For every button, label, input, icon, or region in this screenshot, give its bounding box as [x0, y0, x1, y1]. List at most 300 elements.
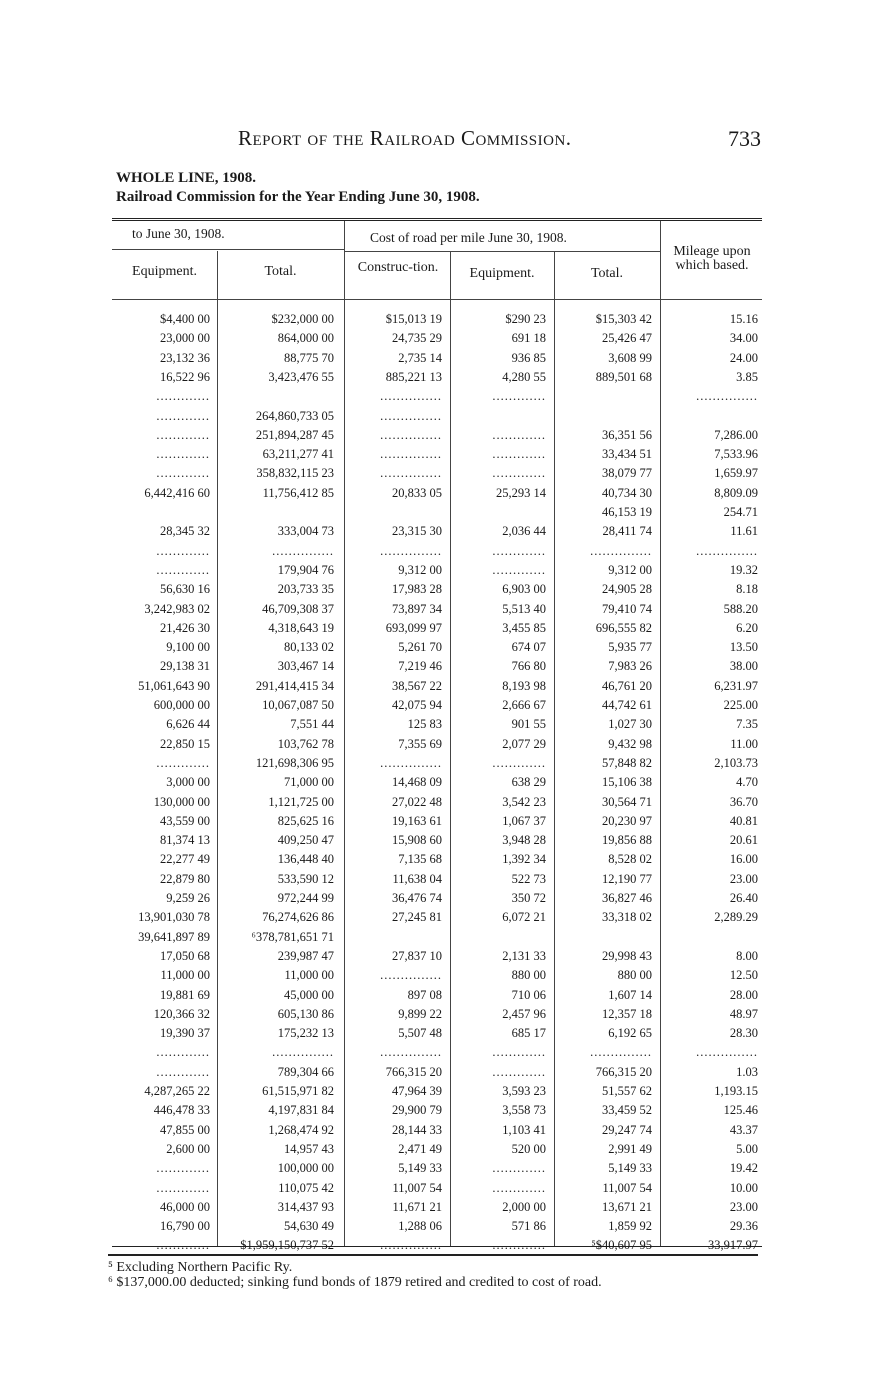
table-row [112, 1201, 762, 1213]
table-cell: ............. [156, 448, 210, 461]
group-header-rule [112, 249, 344, 250]
table-row [112, 1162, 762, 1174]
table-cell: 5,513 40 [502, 602, 546, 615]
table-cell: 11,671 21 [392, 1200, 442, 1213]
table-cell: 42,075 94 [392, 699, 442, 711]
table-cell: 710 06 [511, 988, 546, 1001]
table-cell: 1,392 34 [502, 853, 546, 866]
footnotes [108, 1254, 758, 1290]
table-subtitle: Railroad Commission for the Year Ending June 30, 1908. [116, 189, 480, 205]
table-row [112, 680, 762, 692]
table-cell: 693,099 97 [385, 621, 442, 634]
table-cell: 4.70 [736, 776, 758, 789]
table-cell: 333,004 73 [277, 525, 334, 538]
table-cell [658, 931, 758, 943]
table-cell: 51,557 62 [602, 1085, 652, 1097]
table-cell: ............. [492, 1239, 546, 1252]
col-header-construction: Construc-tion. [357, 260, 439, 275]
table-cell: 33,318 02 [602, 911, 652, 924]
table-row [112, 487, 762, 499]
table-cell: 19.42 [729, 1162, 758, 1175]
table-cell: 7,551 44 [290, 718, 334, 731]
table-row [112, 718, 762, 730]
table-cell: 24,905 28 [602, 583, 652, 596]
table-cell: 6,903 00 [502, 583, 546, 596]
table-row [112, 969, 762, 981]
table-row [112, 776, 762, 788]
table-cell: ............. [492, 1046, 546, 1059]
table-cell: 15,908 60 [392, 834, 442, 847]
table-cell: 46,709,308 37 [262, 602, 334, 615]
table-row [112, 1143, 762, 1155]
table-cell: ............. [492, 1065, 546, 1078]
table-cell: 11.61 [730, 525, 758, 538]
group-header-rule [344, 251, 660, 252]
table-cell: 5,507 48 [398, 1027, 442, 1040]
table-cell: ............. [156, 409, 210, 422]
table-row [112, 1085, 762, 1097]
table-cell: 6,072 21 [502, 911, 546, 924]
table-row [112, 1124, 762, 1136]
table-cell: 11,756,412 85 [262, 486, 334, 499]
table-cell [340, 931, 442, 943]
footnote-6: ⁶ $137,000.00 deducted; sinking fund bonds of 1879 retired and credited to cost of road. [108, 1275, 602, 1290]
table-cell: 3,242,983 02 [144, 602, 210, 615]
table-cell: 16,790 00 [160, 1220, 210, 1233]
table-cell: 19,881 69 [160, 988, 210, 1001]
table-cell: 28.00 [729, 988, 758, 1001]
table-cell: 766,315 20 [385, 1065, 442, 1078]
table-cell: ............. [156, 1162, 210, 1175]
table-cell: ............. [492, 1162, 546, 1175]
table-cell: 38,567 22 [392, 679, 442, 692]
table-cell: 8,528 02 [608, 853, 652, 866]
table-cell: 2,000 00 [502, 1200, 546, 1213]
table-cell: ............... [380, 969, 442, 982]
table-cell: 24.00 [729, 351, 758, 364]
table-cell: ............. [156, 428, 210, 441]
table-cell: 34.00 [729, 332, 758, 345]
table-cell: $290 23 [505, 313, 546, 325]
table-cell: ............. [156, 390, 210, 403]
table-cell: 19,390 37 [160, 1027, 210, 1040]
table-cell: 29,998 43 [602, 949, 652, 962]
table-cell: 11,007 54 [392, 1181, 442, 1194]
table-cell: 11,638 04 [392, 872, 442, 885]
table-cell: 57,848 82 [602, 756, 652, 769]
table-cell: 7,533.96 [714, 448, 758, 461]
table-cell: 2,457 96 [502, 1007, 546, 1020]
table-row [112, 796, 762, 808]
table-cell: ............. [156, 1065, 210, 1078]
table-cell: 2,471 49 [398, 1142, 442, 1155]
table-cell: 1,288 06 [398, 1220, 442, 1233]
table-cell: 130,000 00 [153, 795, 210, 808]
table-cell: 46,000 00 [160, 1200, 210, 1213]
table-cell: 80,133 02 [284, 641, 334, 654]
table-cell: 600,000 00 [153, 699, 210, 711]
table-cell: 27,245 81 [392, 911, 442, 924]
table-cell: 203,733 35 [277, 583, 334, 596]
table-cell: 1.03 [736, 1065, 758, 1078]
table-cell: 13.50 [729, 641, 758, 654]
table-cell: 39,641,897 89 [138, 930, 210, 943]
table-cell: 10,067,087 50 [262, 699, 334, 711]
table-cell: 638 29 [511, 776, 546, 789]
table-cell: 20.61 [729, 834, 758, 847]
table-cell: 2,103.73 [714, 756, 758, 769]
table-cell: 9,312 00 [608, 563, 652, 576]
table-cell: 7,219 46 [398, 660, 442, 673]
table-cell: 175,232 13 [277, 1027, 334, 1040]
table-cell: 2,036 44 [502, 525, 546, 538]
table-cell: 29,247 74 [602, 1123, 652, 1136]
table-cell: 23,132 36 [160, 351, 210, 364]
table-cell: 47,964 39 [392, 1085, 442, 1097]
table-cell: 6,192 65 [608, 1027, 652, 1040]
table-cell [340, 506, 442, 518]
table-cell: ............. [156, 467, 210, 480]
table-cell: 3,423,476 55 [268, 370, 334, 383]
table-cell: 12,357 18 [602, 1007, 652, 1020]
table-cell: ............... [272, 544, 334, 557]
table-cell: 63,211,277 41 [262, 448, 334, 461]
table-cell: 3,000 00 [166, 776, 210, 789]
table-cell: 28,345 32 [160, 525, 210, 538]
table-cell: 40,734 30 [602, 486, 652, 499]
table-row [112, 660, 762, 672]
table-cell: ............. [156, 1239, 210, 1252]
table-cell: ............... [380, 390, 442, 403]
table-cell: 47,855 00 [160, 1123, 210, 1136]
table-cell: 51,061,643 90 [138, 679, 210, 692]
table-cell: 19.32 [729, 563, 758, 576]
table-cell: 29.36 [729, 1220, 758, 1233]
table-cell: 33,459 52 [602, 1104, 652, 1117]
table-cell: 3,608 99 [608, 351, 652, 364]
table-row [112, 1239, 762, 1251]
line-title: WHOLE LINE, 1908. [116, 170, 257, 186]
table-cell: 16.00 [729, 853, 758, 866]
table-cell: 2,289.29 [714, 911, 758, 924]
table-cell: ............... [590, 1046, 652, 1059]
table-cell: 103,762 78 [277, 737, 334, 750]
table-cell: 12.50 [729, 969, 758, 982]
table-cell: 3,558 73 [502, 1104, 546, 1117]
table-cell: 358,832,115 23 [256, 467, 334, 480]
table-cell: ............. [156, 563, 210, 576]
table-cell: 291,414,415 34 [255, 679, 334, 692]
table-cell: 19,163 61 [392, 814, 442, 827]
table-cell: 314,437 93 [277, 1200, 334, 1213]
table-cell: 254.71 [723, 506, 758, 518]
running-head: Report of the Railroad Commission. [238, 126, 572, 150]
table-cell: 6,442,416 60 [144, 486, 210, 499]
table-cell: 15.16 [729, 313, 758, 325]
table-cell: ............. [156, 544, 210, 557]
table-cell: 14,468 09 [392, 776, 442, 789]
table-cell: 3,455 85 [502, 621, 546, 634]
table-row [112, 641, 762, 653]
table-cell: 33,917.97 [708, 1239, 758, 1252]
table-cell: 20,833 05 [392, 486, 442, 499]
table-cell: 33,434 51 [602, 448, 652, 461]
table-cell: ............. [156, 1046, 210, 1059]
table-cell: 571 86 [511, 1220, 546, 1233]
table-row [112, 757, 762, 769]
table-row [112, 332, 762, 344]
table-cell: 17,050 68 [160, 949, 210, 962]
table-cell: 26.40 [729, 892, 758, 904]
cost-table [112, 218, 762, 1252]
table-cell: 36.70 [729, 795, 758, 808]
table-cell [210, 390, 334, 402]
table-cell: 43.37 [729, 1123, 758, 1136]
table-cell: 29,138 31 [160, 660, 210, 673]
table-cell: 27,022 48 [392, 795, 442, 808]
table-cell: 696,555 82 [595, 621, 652, 634]
table-cell: 1,659.97 [714, 467, 758, 480]
table-cell: 674 07 [511, 641, 546, 654]
table-row [112, 931, 762, 943]
table-cell: 10.00 [729, 1181, 758, 1194]
table-cell: 100,000 00 [277, 1162, 334, 1175]
table-cell: $15,013 19 [385, 313, 442, 325]
table-cell: 4,197,831 84 [268, 1104, 334, 1117]
table-row [112, 834, 762, 846]
table-cell: 29,900 79 [392, 1104, 442, 1117]
table-row [112, 950, 762, 962]
table-cell: 88,775 70 [284, 351, 334, 364]
table-cell: 121,698,306 95 [255, 756, 334, 769]
table-cell: 38,079 77 [602, 467, 652, 480]
table-cell: 1,193.15 [714, 1085, 758, 1097]
table-row [112, 989, 762, 1001]
table-row [112, 815, 762, 827]
table-cell: 13,901,030 78 [138, 911, 210, 924]
table-cell: 889,501 68 [595, 370, 652, 383]
table-cell: 239,987 47 [277, 949, 334, 962]
table-cell: 3.85 [736, 370, 758, 383]
table-cell: 766,315 20 [595, 1065, 652, 1078]
table-row [112, 1104, 762, 1116]
table-cell: 3,593 23 [502, 1085, 546, 1097]
group-header-left: to June 30, 1908. [132, 226, 225, 241]
table-cell: 22,277 49 [160, 853, 210, 866]
table-cell: 6,231.97 [714, 679, 758, 692]
table-cell: 7,286.00 [714, 428, 758, 441]
table-cell: 972,244 99 [277, 892, 334, 904]
table-row [112, 410, 762, 422]
table-cell: 9,312 00 [398, 563, 442, 576]
table-cell: 6.20 [736, 621, 758, 634]
table-cell: 5,935 77 [608, 641, 652, 654]
table-cell: ⁵$40,607 95 [591, 1239, 652, 1252]
table-cell: 6,626 44 [166, 718, 210, 731]
table-cell: 1,103 41 [502, 1123, 546, 1136]
table-cell: 46,153 19 [602, 506, 652, 518]
table-cell: 7,983 26 [608, 660, 652, 673]
table-cell: 110,075 42 [278, 1181, 334, 1194]
table-cell: 28,411 74 [602, 525, 652, 538]
table-cell: 1,027 30 [608, 718, 652, 731]
table-cell: 8,809.09 [714, 486, 758, 499]
table-row [112, 853, 762, 865]
table-cell: 15,106 38 [602, 776, 652, 789]
table-cell: 9,899 22 [398, 1007, 442, 1020]
table-cell: ............... [380, 1239, 442, 1252]
table-cell: 61,515,971 82 [262, 1085, 334, 1097]
table-cell: ............... [696, 390, 758, 403]
table-cell: 1,859 92 [608, 1220, 652, 1233]
table-cell: ............. [492, 544, 546, 557]
table-cell: 22,850 15 [160, 737, 210, 750]
table-cell: 350 72 [511, 892, 546, 904]
table-cell: 25,293 14 [496, 486, 546, 499]
table-row [112, 892, 762, 904]
table-row [112, 873, 762, 885]
table-cell: 2,077 29 [502, 737, 546, 750]
table-row [112, 1027, 762, 1039]
table-cell: 251,894,287 45 [255, 428, 334, 441]
table-cell: 901 55 [511, 718, 546, 731]
col-header-total-per-mile: Total. [590, 266, 624, 281]
table-row [112, 1066, 762, 1078]
table-cell: 30,564 71 [602, 795, 652, 808]
table-cell: 73,897 34 [392, 602, 442, 615]
table-cell: 76,274,626 86 [262, 911, 334, 924]
table-cell: 936 85 [511, 351, 546, 364]
table-cell: 5,149 33 [398, 1162, 442, 1175]
table-cell: 9,432 98 [608, 737, 652, 750]
table-cell: 23,315 30 [392, 525, 442, 538]
table-cell: 20,230 97 [602, 814, 652, 827]
table-row [112, 583, 762, 595]
table-cell [548, 410, 652, 422]
table-cell: 2,600 00 [166, 1142, 210, 1155]
table-cell: 4,318,643 19 [268, 621, 334, 634]
table-cell: 520 00 [511, 1142, 546, 1155]
table-cell: 5.00 [736, 1142, 758, 1155]
table-row [112, 1220, 762, 1232]
table-cell: ............. [492, 1181, 546, 1194]
table-cell: 23.00 [729, 1200, 758, 1213]
table-cell: ............... [380, 756, 442, 769]
table-cell [548, 390, 652, 402]
table-cell: ............... [380, 448, 442, 461]
table-cell: ............. [156, 1181, 210, 1194]
table-cell: 7.35 [736, 718, 758, 731]
table-cell: 7,135 68 [398, 853, 442, 866]
table-cell: 605,130 86 [277, 1007, 334, 1020]
table-row [112, 1182, 762, 1194]
table-cell: 11,000 00 [160, 969, 210, 982]
table-cell: 2,991 49 [608, 1142, 652, 1155]
table-cell: ............... [380, 1046, 442, 1059]
table-cell: 125 83 [407, 718, 442, 731]
table-cell: 409,250 47 [277, 834, 334, 847]
table-cell: 71,000 00 [284, 776, 334, 789]
table-cell: 4,287,265 22 [144, 1085, 210, 1097]
table-cell: 880 00 [617, 969, 652, 982]
table-cell: 21,426 30 [160, 621, 210, 634]
table-cell: 125.46 [723, 1104, 758, 1117]
table-cell: 522 73 [511, 872, 546, 885]
table-cell: 1,607 14 [608, 988, 652, 1001]
table-cell: 17,983 28 [392, 583, 442, 596]
table-cell: 54,630 49 [284, 1220, 334, 1233]
table-cell: 4,280 55 [502, 370, 546, 383]
table-cell [658, 410, 758, 422]
table-cell: 22,879 80 [160, 872, 210, 885]
table-cell: 789,304 66 [277, 1065, 334, 1078]
table-cell: 3,542 23 [502, 795, 546, 808]
table-cell: ⁶378,781,651 71 [251, 930, 334, 943]
table-row [112, 545, 762, 557]
table-cell: 3,948 28 [502, 834, 546, 847]
table-cell: 1,268,474 92 [268, 1123, 334, 1136]
table-row [112, 467, 762, 479]
table-row [112, 911, 762, 923]
table-cell: 5,261 70 [398, 641, 442, 654]
table-cell: 8,193 98 [502, 679, 546, 692]
table-cell: 825,625 16 [277, 814, 334, 827]
table-cell: 25,426 47 [602, 332, 652, 345]
table-cell: 2,735 14 [398, 351, 442, 364]
table-cell: 8.00 [736, 949, 758, 962]
table-cell: 9,259 26 [166, 892, 210, 904]
table-cell: 40.81 [729, 814, 758, 827]
table-cell: 766 80 [511, 660, 546, 673]
table-cell: 14,957 43 [284, 1142, 334, 1155]
table-cell: 120,366 32 [153, 1007, 210, 1020]
table-cell: 880 00 [511, 969, 546, 982]
table-row [112, 603, 762, 615]
table-cell: 23,000 00 [160, 332, 210, 345]
table-cell: ............. [156, 756, 210, 769]
table-cell: 12,190 77 [602, 872, 652, 885]
table-cell: $232,000 00 [271, 313, 334, 325]
table-row [112, 738, 762, 750]
table-cell: 19,856 88 [602, 834, 652, 847]
table-cell: ............... [272, 1046, 334, 1059]
table-cell: 46,761 20 [602, 679, 652, 692]
table-cell [446, 410, 546, 422]
table-cell: 79,410 74 [602, 602, 652, 615]
table-cell: 38.00 [729, 660, 758, 673]
table-row [112, 352, 762, 364]
table-cell: 24,735 29 [392, 332, 442, 345]
footnote-5: ⁵ Excluding Northern Pacific Ry. [108, 1260, 293, 1275]
table-cell: 7,355 69 [398, 737, 442, 750]
table-cell: 685 17 [511, 1027, 546, 1040]
table-cell: 864,000 00 [277, 332, 334, 345]
table-row [112, 699, 762, 711]
table-cell: 9,100 00 [166, 641, 210, 654]
table-cell: 23.00 [729, 872, 758, 885]
table-cell: ............... [380, 409, 442, 422]
table-cell: 36,476 74 [392, 892, 442, 904]
table-cell: $1,959,150,737 52 [240, 1239, 334, 1252]
table-cell: ............. [492, 390, 546, 403]
table-cell [210, 506, 334, 518]
table-cell: 36,351 56 [602, 428, 652, 441]
table-cell [446, 931, 546, 943]
table-cell: ............. [492, 563, 546, 576]
table-cell: 533,590 12 [277, 872, 334, 885]
table-cell: 885,221 13 [385, 370, 442, 383]
table-cell: 13,671 21 [602, 1200, 652, 1213]
